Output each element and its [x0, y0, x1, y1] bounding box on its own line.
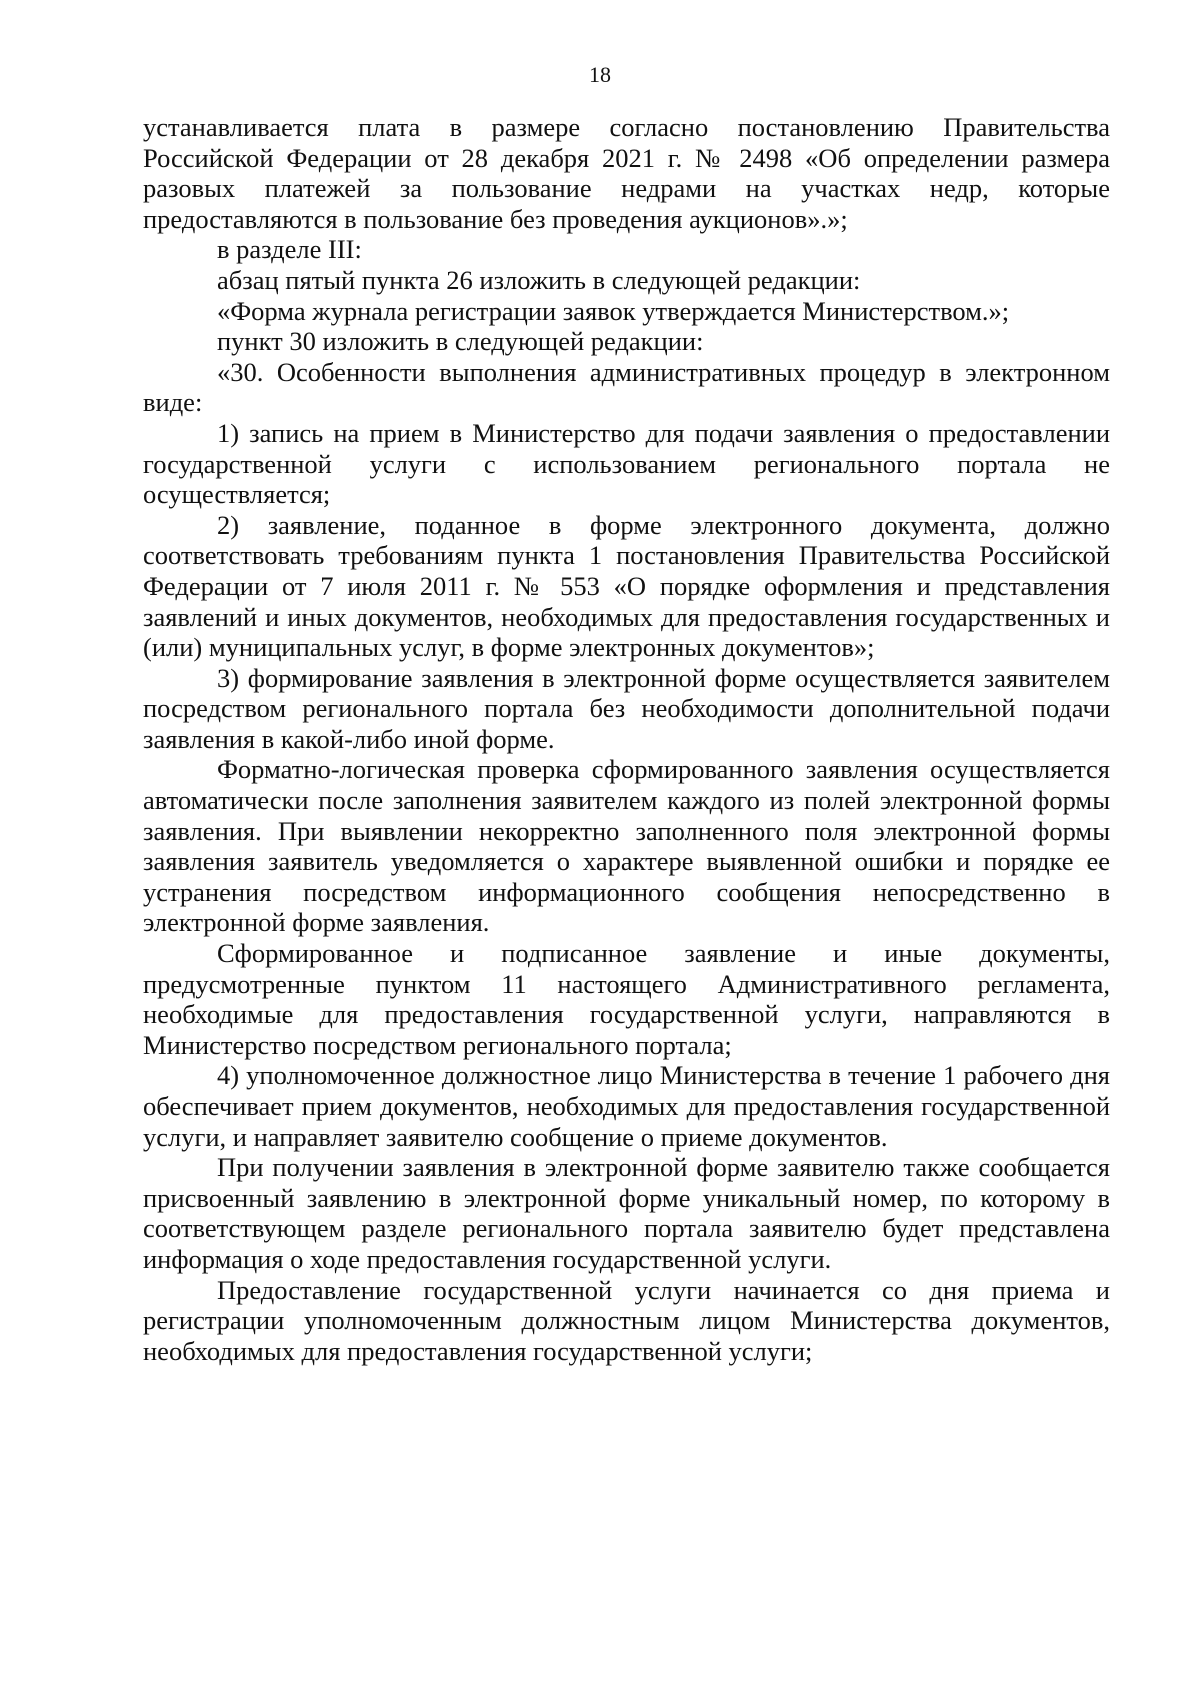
paragraph-12: 4) уполномоченное должностное лицо Министерства в течение 1 рабочего дня обеспечивает прием документов, необходимых для предоставления государственной услуги, и направляет заявителю сообщение о приеме документов.	[143, 1060, 1110, 1152]
paragraph-1: устанавливается плата в размере согласно постановлению Правительства Российской Федерации от 28 декабря 2021 г. № 2498 «Об определении размера разовых платежей за пользование недрами на участках недр, которые предоставляются в пользование без проведения аукционов».»;	[143, 112, 1110, 234]
paragraph-10: Форматно-логическая проверка сформированного заявления осуществляется автоматически после заполнения заявителем каждого из полей электронной формы заявления. При выявлении некорректно заполненного поля электронной формы заявления заявитель уведомляется о характере выявленной ошибки и порядке ее устранения посредством информационного сообщения непосредственно в электронной форме заявления.	[143, 754, 1110, 938]
paragraph-13: При получении заявления в электронной форме заявителю также сообщается присвоенный заявлению в электронной форме уникальный номер, по которому в соответствующем разделе регионального портала заявителю будет представлена информация о ходе предоставления государственной услуги.	[143, 1152, 1110, 1274]
page-number: 18	[589, 62, 611, 87]
paragraph-2: в разделе III:	[217, 234, 362, 265]
paragraph-3: абзац пятый пункта 26 изложить в следующей редакции:	[217, 264, 861, 295]
paragraph-7: 1) запись на прием в Министерство для подачи заявления о предоставлении государственной услуги с использованием регионального портала не осуществляется;	[143, 417, 1110, 510]
paragraph-8: 2) заявление, поданное в форме электронного документа, должно соответствовать требованиям пункта 1 постановления Правительства Российской Федерации от 7 июля 2011 г. № 553 «О порядке оформления и представления заявлений и иных документов, необходимых для предоставления государственных и (или) муниципальных услуг, в форме электронных документов»;	[143, 509, 1110, 663]
paragraph-14: Предоставление государственной услуги начинается со дня приема и регистрации уполномоченным должностным лицом Министерства документов, необходимых для предоставления государственной услуги;	[143, 1274, 1110, 1366]
paragraph-5: пункт 30 изложить в следующей редакции:	[217, 326, 704, 357]
paragraph-11: Сформированное и подписанное заявление и иные документы, предусмотренные пунктом 11 настоящего Административного регламента, необходимые для предоставления государственной услуги, направляются в Министерство посредством регионального портала;	[143, 938, 1110, 1060]
paragraph-9: 3) формирование заявления в электронной форме осуществляется заявителем посредством регионального портала без необходимости дополнительной подачи заявления в какой-либо иной форме.	[143, 662, 1110, 754]
document-body	[143, 112, 1110, 1366]
paragraph-6: «30. Особенности выполнения административных процедур в электронном виде:	[143, 356, 1110, 418]
paragraph-4: «Форма журнала регистрации заявок утверждается Министерством.»;	[217, 295, 1010, 326]
